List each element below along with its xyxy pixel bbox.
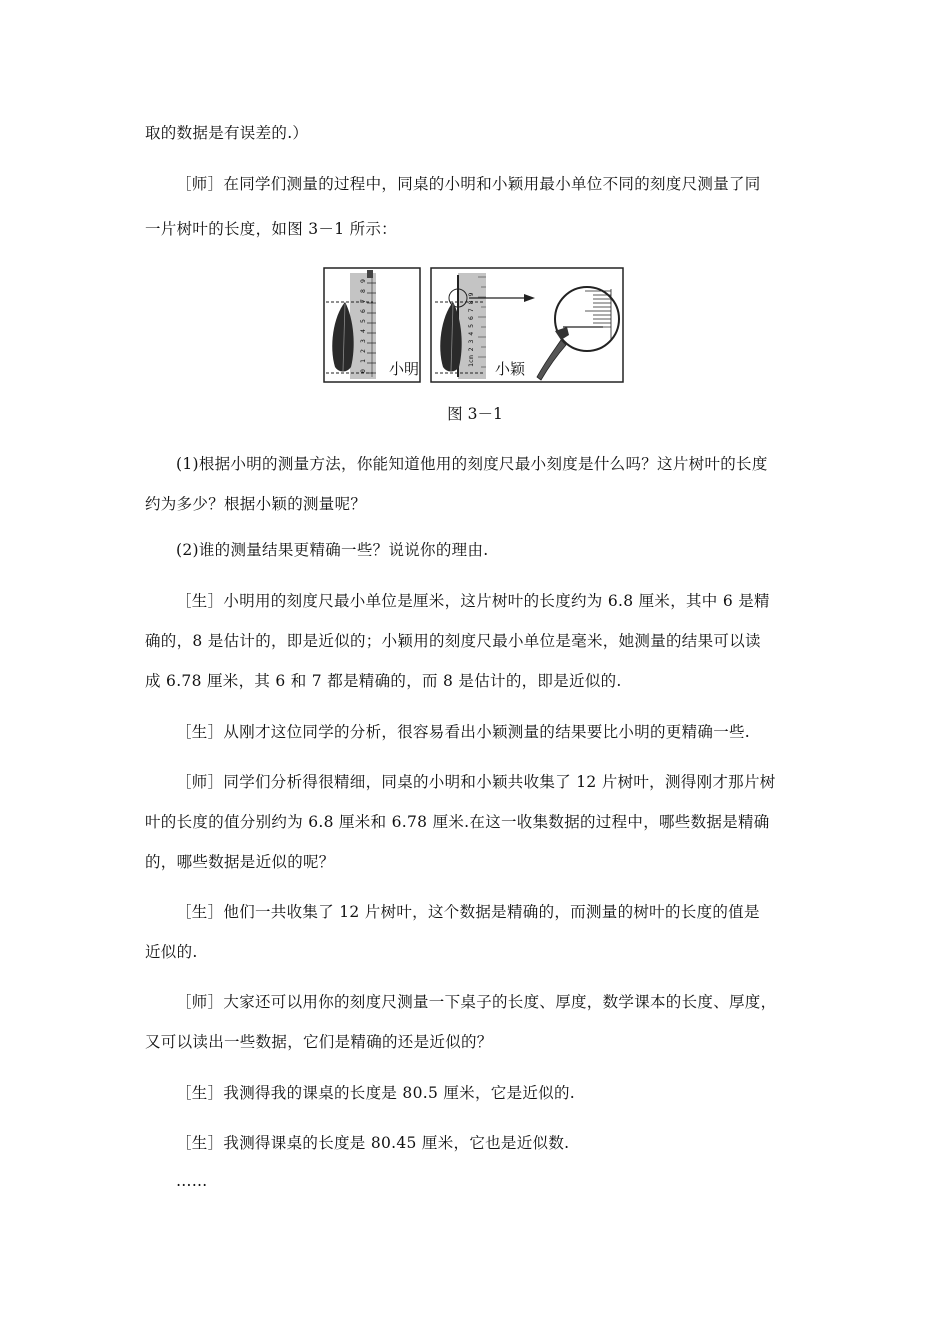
text-line: ［生］我测得课桌的长度是 80.45 厘米，它也是近似数. xyxy=(176,1134,570,1152)
figure-caption: 图 3－1 xyxy=(447,405,503,423)
svg-text:小颖: 小颖 xyxy=(495,360,526,378)
text-line: 一片树叶的长度，如图 3－1 所示： xyxy=(145,220,397,238)
svg-text:4: 4 xyxy=(359,329,367,333)
text-line: ［生］他们一共收集了 12 片树叶，这个数据是精确的，而测量的树叶的长度的值是 xyxy=(176,903,760,921)
text-line: ［生］小明用的刻度尺最小单位是厘米，这片树叶的长度约为 6.8 厘米，其中 6 是精 xyxy=(176,592,770,610)
svg-text:8: 8 xyxy=(359,289,367,293)
text-line: 确的，8 是估计的，即是近似的；小颖用的刻度尺最小单位是毫米，她测量的结果可以读 xyxy=(145,632,761,650)
text-line: 的，哪些数据是近似的呢？ xyxy=(145,853,335,871)
text-line: 又可以读出一些数据，它们是精确的还是近似的？ xyxy=(145,1033,493,1051)
text-line: 成 6.78 厘米，其 6 和 7 都是精确的，而 8 是估计的，即是近似的. xyxy=(145,672,622,690)
svg-text:9: 9 xyxy=(359,279,367,283)
text-line: ［生］我测得我的课桌的长度是 80.5 厘米，它是近似的. xyxy=(176,1084,575,1102)
text-line: 取的数据是有误差的.） xyxy=(145,124,309,142)
text-line: ［师］同学们分析得很精细，同桌的小明和小颖共收集了 12 片树叶，测得刚才那片树 xyxy=(176,773,776,791)
svg-text:6: 6 xyxy=(359,309,367,313)
text-line: ［生］从刚才这位同学的分析，很容易看出小颖测量的结果要比小明的更精确一些. xyxy=(176,723,751,741)
svg-text:小明: 小明 xyxy=(389,360,420,378)
text-line: (2)谁的测量结果更精确一些？说说你的理由. xyxy=(176,541,489,559)
svg-text:0: 0 xyxy=(359,369,367,373)
text-line: ［师］大家还可以用你的刻度尺测量一下桌子的长度、厚度，数学课本的长度、厚度， xyxy=(176,993,777,1011)
text-line: (1)根据小明的测量方法，你能知道他用的刻度尺最小刻度是什么吗？这片树叶的长度 xyxy=(176,455,768,473)
svg-text:5: 5 xyxy=(359,319,367,323)
text-line: 约为多少？根据小颖的测量呢？ xyxy=(145,495,367,513)
left-panel xyxy=(324,268,420,382)
svg-text:2: 2 xyxy=(359,349,367,353)
svg-text:1: 1 xyxy=(359,359,367,363)
svg-text:3: 3 xyxy=(359,339,367,343)
text-line: 近似的. xyxy=(145,943,198,961)
svg-text:7: 7 xyxy=(359,299,367,303)
figure-3-1 xyxy=(323,267,625,384)
svg-text:1cm 2 3 4 5 6 7 8 9: 1cm 2 3 4 5 6 7 8 9 xyxy=(467,292,475,367)
text-line: 叶的长度的值分别约为 6.8 厘米和 6.78 厘米.在这一收集数据的过程中，哪些数据是精确 xyxy=(145,813,770,831)
ellipsis: …… xyxy=(176,1172,208,1190)
right-panel xyxy=(431,268,623,382)
text-line: ［师］在同学们测量的过程中，同桌的小明和小颖用最小单位不同的刻度尺测量了同 xyxy=(176,175,761,193)
